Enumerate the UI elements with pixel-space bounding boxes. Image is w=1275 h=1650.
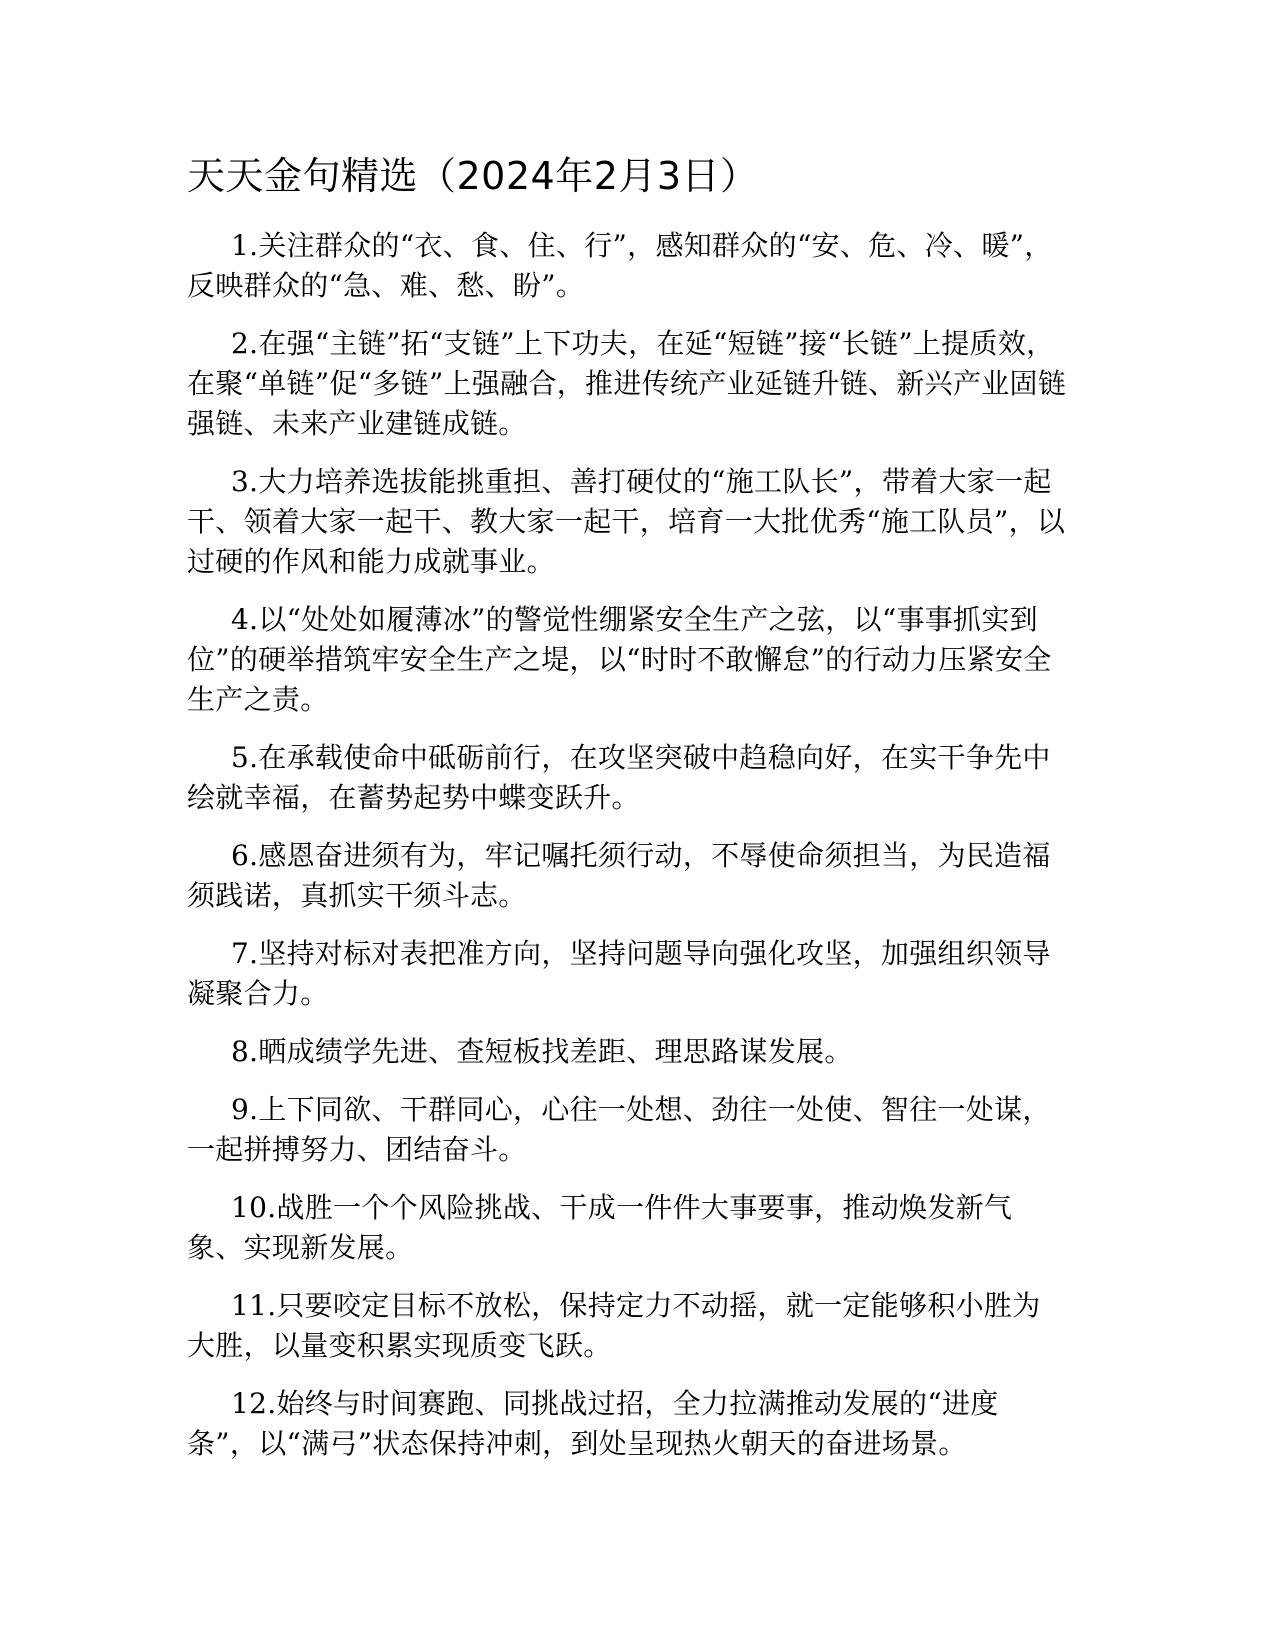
quote-item-3: 3.大力培养选拔能挑重担、善打硬仗的“施工队长”，带着大家一起干、领着大家一起干、教大家一起干，培育一大批优秀“施工队员”，以过硬的作风和能力成就事业。 <box>187 465 1066 578</box>
quote-item-7: 7.坚持对标对表把准方向，坚持问题导向强化攻坚，加强组织领导凝聚合力。 <box>187 937 1051 1010</box>
quote-item-4: 4.以“处处如履薄冰”的警觉性绷紧安全生产之弦，以“事事抓实到位”的硬举措筑牢安全生产之堤，以“时时不敢懈怠”的行动力压紧安全生产之责。 <box>187 603 1052 716</box>
quote-item-2: 2.在强“主链”拓“支链”上下功夫，在延“短链”接“长链”上提质效，在聚“单链”促“多链”上强融合，推进传统产业延链升链、新兴产业固链强链、未来产业建链成链。 <box>187 327 1067 440</box>
quote-item-6: 6.感恩奋进须有为，牢记嘱托须行动，不辱使命须担当，为民造福须践诺，真抓实干须斗志。 <box>187 839 1051 912</box>
quote-item-8: 8.晒成绩学先进、查短板找差距、理思路谋发展。 <box>231 1035 853 1068</box>
quote-item-5: 5.在承载使命中砥砺前行，在攻坚突破中趋稳向好，在实干争先中绘就幸福，在蓄势起势中蝶变跃升。 <box>187 741 1051 814</box>
quote-item-11: 11.只要咬定目标不放松，保持定力不动摇，就一定能够积小胜为大胜，以量变积累实现质变飞跃。 <box>187 1289 1041 1362</box>
quote-item-10: 10.战胜一个个风险挑战、干成一件件大事要事，推动焕发新气象、实现新发展。 <box>187 1191 1013 1264</box>
quote-list <box>187 226 1067 1482</box>
quote-item-9: 9.上下同欲、干群同心，心往一处想、劲往一处使、智往一处谋，一起拼搏努力、团结奋斗。 <box>187 1093 1051 1166</box>
quote-item-12: 12.始终与时间赛跑、同挑战过招，全力拉满推动发展的“进度条”，以“满弓”状态保持冲刺，到处呈现热火朝天的奋进场景。 <box>187 1387 999 1460</box>
document-title: 天天金句精选（2024年2月3日） <box>187 154 759 198</box>
quote-item-1: 1.关注群众的“衣、食、住、行”，感知群众的“安、危、冷、暖”，反映群众的“急、难、愁、盼”。 <box>187 229 1053 302</box>
